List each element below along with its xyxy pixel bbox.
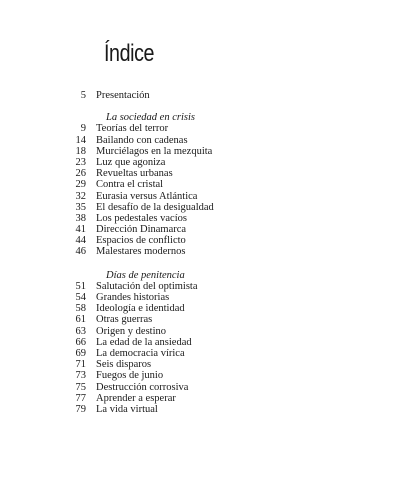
toc-entry-title: Destrucción corrosiva bbox=[96, 381, 189, 393]
toc-entry bbox=[0, 314, 400, 325]
toc-entry bbox=[0, 168, 400, 179]
toc-entry bbox=[0, 370, 400, 381]
toc-entry-title: Presentación bbox=[96, 90, 150, 101]
toc-entry-title: La vida virtual bbox=[96, 403, 158, 415]
toc-entry-title: Aprender a esperar bbox=[96, 392, 176, 404]
toc-entry-title: Malestares modernos bbox=[96, 246, 186, 258]
toc-entry bbox=[0, 135, 400, 146]
toc-entry-title: Salutación del optimista bbox=[96, 280, 198, 292]
toc-page-number: 75 bbox=[75, 381, 86, 393]
toc-entry bbox=[0, 382, 400, 393]
toc-entry-title: Eurasia versus Atlántica bbox=[96, 190, 198, 202]
toc-page-number: 44 bbox=[75, 235, 86, 247]
toc-entry-title: Teorías del terror bbox=[96, 123, 169, 135]
toc-entry-title: Los pedestales vacíos bbox=[96, 212, 187, 224]
toc-page-number: 9 bbox=[80, 123, 86, 135]
toc-entry-title: Grandes historias bbox=[96, 292, 170, 303]
section-entries bbox=[0, 281, 400, 415]
toc-page-number: 71 bbox=[75, 359, 86, 371]
toc-entry bbox=[0, 359, 400, 370]
toc-page-number: 58 bbox=[75, 303, 86, 315]
toc-entry-title: Contra el cristal bbox=[96, 179, 164, 191]
toc-entry-title: La democracia vírica bbox=[96, 347, 185, 359]
toc-page-number: 18 bbox=[75, 145, 86, 157]
toc-entry bbox=[0, 179, 400, 190]
toc-page-number: 35 bbox=[75, 201, 86, 213]
table-of-contents bbox=[0, 90, 400, 415]
toc-entry bbox=[0, 348, 400, 359]
toc-entry bbox=[0, 393, 400, 404]
toc-entry bbox=[0, 303, 400, 314]
section-title: La sociedad en crisis bbox=[106, 112, 195, 124]
toc-entry bbox=[0, 90, 400, 101]
toc-entry bbox=[0, 191, 400, 202]
toc-page-number: 63 bbox=[75, 325, 86, 337]
toc-page-number: 69 bbox=[75, 347, 86, 359]
toc-page-number: 46 bbox=[75, 246, 86, 258]
toc-entry bbox=[0, 235, 400, 246]
toc-page-number: 32 bbox=[75, 190, 86, 202]
toc-entry bbox=[0, 202, 400, 213]
toc-entry bbox=[0, 157, 400, 168]
toc-entry-title: Otras guerras bbox=[96, 314, 153, 326]
toc-page-number: 61 bbox=[75, 314, 86, 326]
toc-page-number: 26 bbox=[75, 168, 86, 180]
toc-entry bbox=[0, 281, 400, 292]
toc-entry-title: Luz que agoniza bbox=[96, 156, 166, 168]
toc-entry bbox=[0, 146, 400, 157]
section-title: Días de penitencia bbox=[106, 269, 185, 281]
toc-entry-title: Murciélagos en la mezquita bbox=[96, 145, 213, 157]
toc-page-number: 14 bbox=[75, 134, 86, 146]
toc-page-number: 38 bbox=[75, 212, 86, 224]
toc-page-number: 77 bbox=[75, 392, 86, 404]
toc-page-number: 51 bbox=[75, 280, 86, 292]
toc-page-number: 5 bbox=[80, 90, 86, 101]
toc-entry bbox=[0, 292, 400, 303]
toc-entry-title: Ideología e identidad bbox=[96, 303, 185, 315]
toc-entry bbox=[0, 213, 400, 224]
toc-entry-title: Bailando con cadenas bbox=[96, 134, 188, 146]
toc-entry-title: Origen y destino bbox=[96, 325, 166, 337]
toc-entry bbox=[0, 224, 400, 235]
toc-entry-title: Seis disparos bbox=[96, 359, 152, 371]
toc-entry-title: Espacios de conflicto bbox=[96, 235, 186, 247]
toc-entry bbox=[0, 246, 400, 257]
toc-page-number: 29 bbox=[75, 179, 86, 191]
toc-page-number: 54 bbox=[75, 292, 86, 303]
toc-entry bbox=[0, 404, 400, 415]
toc-entry-title: Dirección Dinamarca bbox=[96, 224, 187, 236]
toc-page-number: 79 bbox=[75, 403, 86, 415]
toc-entry-title: La edad de la ansiedad bbox=[96, 336, 192, 348]
toc-page-number: 23 bbox=[75, 156, 86, 168]
toc-entry bbox=[0, 123, 400, 134]
toc-page-number: 41 bbox=[75, 224, 86, 236]
toc-entry-title: El desafío de la desigualdad bbox=[96, 201, 214, 213]
toc-page-number: 73 bbox=[75, 370, 86, 382]
toc-entry-title: Fuegos de junio bbox=[96, 370, 164, 382]
toc-entry bbox=[0, 326, 400, 337]
toc-entry bbox=[0, 337, 400, 348]
toc-page-number: 66 bbox=[75, 336, 86, 348]
toc-entry-title: Revueltas urbanas bbox=[96, 168, 173, 180]
page-title: Índice bbox=[104, 40, 155, 67]
section-entries bbox=[0, 123, 400, 257]
